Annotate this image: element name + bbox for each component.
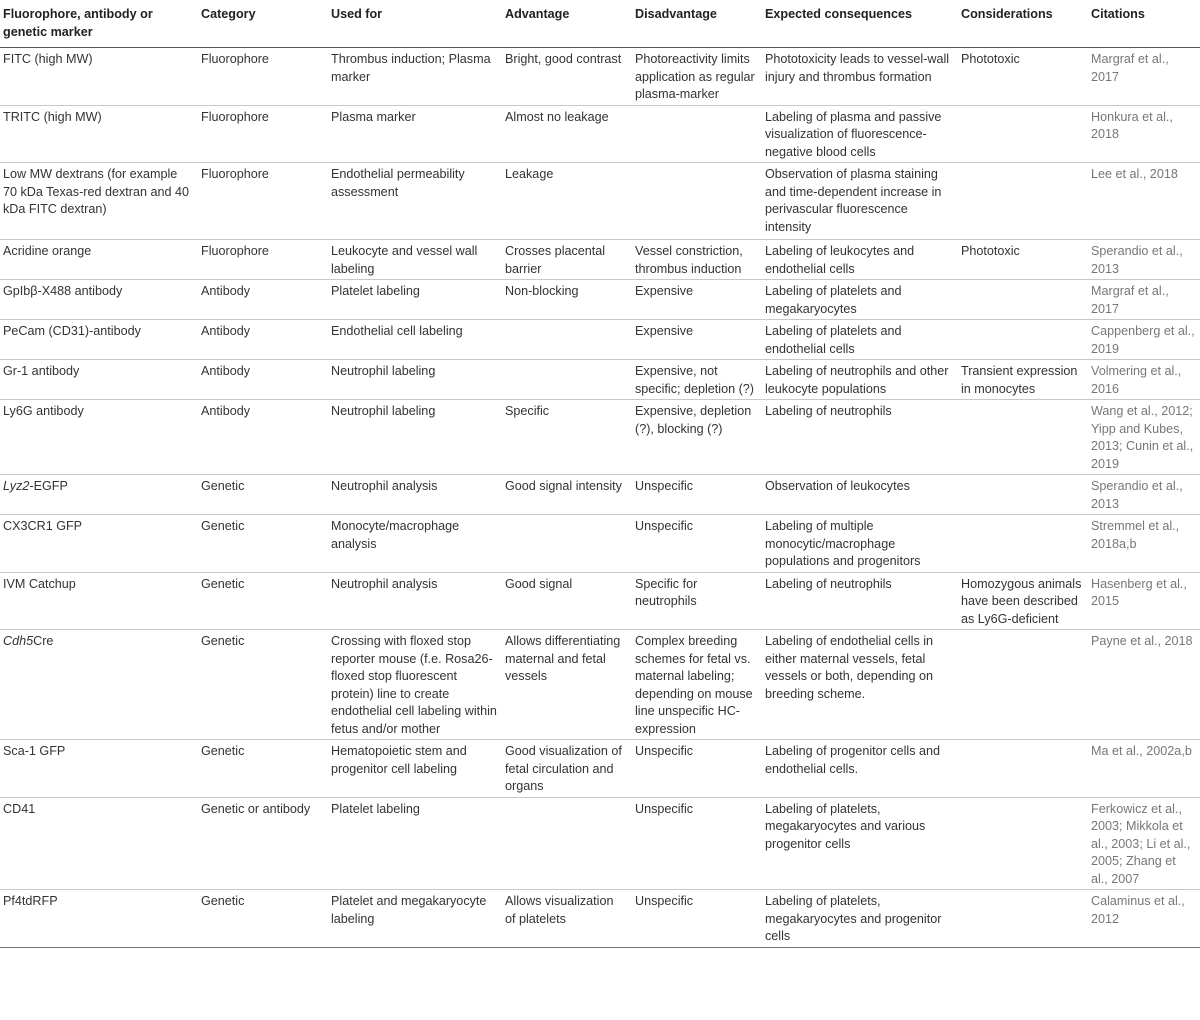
- cell-citations: Wang et al., 2012; Yipp and Kubes, 2013; Cunin et al., 2019: [1091, 404, 1194, 471]
- cell-category: Fluorophore: [201, 244, 269, 258]
- cell-citations: Cappenberg et al., 2019: [1091, 324, 1195, 356]
- cell-citations: Sperandio et al., 2013: [1091, 244, 1183, 276]
- header-consequences: Expected consequences: [765, 7, 912, 21]
- cell-category: Genetic: [201, 634, 245, 648]
- cell-disadvantage: Unspecific: [635, 801, 694, 816]
- table-row: [0, 797, 1200, 890]
- table-row: [0, 630, 1200, 740]
- cell-considerations: [957, 320, 1087, 360]
- cell-marker: [0, 475, 197, 515]
- cell-consequences: Labeling of progenitor cells and endothelial cells.: [765, 744, 941, 776]
- cell-marker: Acridine orange: [3, 244, 92, 258]
- cell-used-for: Monocyte/macrophage analysis: [331, 519, 460, 551]
- cell-considerations: Phototoxic: [961, 52, 1020, 66]
- cell-used-for: Neutrophil labeling: [331, 364, 436, 378]
- cell-used-for: Neutrophil labeling: [331, 404, 436, 418]
- cell-marker: TRITC (high MW): [3, 109, 102, 124]
- cell-marker: Pf4tdRFP: [3, 894, 58, 908]
- cell-disadvantage: Complex breeding schemes for fetal vs. maternal labeling; depending on mouse line unspecific HC-expression: [635, 634, 753, 736]
- cell-advantage: Bright, good contrast: [505, 52, 622, 66]
- cell-marker: Sca-1 GFP: [3, 744, 66, 758]
- cell-citations: Payne et al., 2018: [1091, 634, 1193, 648]
- cell-considerations: [957, 630, 1087, 740]
- cell-category: Fluorophore: [201, 167, 269, 181]
- cell-marker: [0, 630, 197, 740]
- cell-consequences: Phototoxicity leads to vessel-wall injury and thrombus formation: [765, 52, 950, 84]
- cell-consequences: Observation of plasma staining and time-dependent increase in perivascular fluorescence intensity: [765, 167, 942, 234]
- marker-rest: Cre: [33, 634, 54, 648]
- cell-marker: PeCam (CD31)-antibody: [3, 324, 141, 338]
- cell-marker: Low MW dextrans (for example 70 kDa Texas-red dextran and 40 kDa FITC dextran): [3, 167, 189, 216]
- header-marker: Fluorophore, antibody or genetic marker: [3, 7, 153, 39]
- cell-citations: Margraf et al., 2017: [1091, 284, 1169, 316]
- cell-category: Genetic or antibody: [201, 801, 311, 816]
- cell-citations: Volmering et al., 2016: [1091, 364, 1182, 396]
- cell-considerations: [957, 400, 1087, 475]
- cell-advantage: Good signal: [505, 576, 573, 591]
- cell-citations: Honkura et al., 2018: [1091, 109, 1173, 141]
- table-row: [0, 572, 1200, 630]
- cell-used-for: Neutrophil analysis: [331, 479, 438, 493]
- cell-category: Genetic: [201, 479, 245, 493]
- table-header: [0, 0, 1200, 48]
- cell-disadvantage: Unspecific: [635, 744, 694, 758]
- cell-marker: CX3CR1 GFP: [3, 519, 83, 533]
- cell-considerations: [957, 475, 1087, 515]
- cell-consequences: Labeling of endothelial cells in either maternal vessels, fetal vessels or both, depending on breeding scheme.: [765, 634, 934, 701]
- cell-citations: Lee et al., 2018: [1091, 167, 1178, 181]
- cell-disadvantage: Specific for neutrophils: [635, 576, 698, 608]
- table-row: [0, 475, 1200, 515]
- cell-disadvantage: Expensive: [635, 284, 694, 298]
- cell-consequences: Labeling of leukocytes and endothelial cells: [765, 244, 915, 276]
- header-row: [0, 0, 1200, 48]
- table-row: [0, 240, 1200, 280]
- cell-advantage: Good signal intensity: [505, 479, 622, 493]
- table-row: [0, 890, 1200, 948]
- cell-disadvantage: Unspecific: [635, 479, 694, 493]
- table-row: [0, 740, 1200, 798]
- cell-citations: Hasenberg et al., 2015: [1091, 576, 1187, 608]
- table-row: [0, 280, 1200, 320]
- cell-used-for: Hematopoietic stem and progenitor cell labeling: [331, 744, 467, 776]
- cell-disadvantage: Expensive, not specific; depletion (?): [635, 364, 755, 396]
- cell-citations: Calaminus et al., 2012: [1091, 894, 1185, 926]
- cell-used-for: Crossing with floxed stop reporter mouse (f.e. Rosa26-floxed stop fluorescent protein) line to create endothelial cell labeling within fetus and/or mother: [331, 634, 497, 736]
- cell-consequences: Labeling of platelets, megakaryocytes and progenitor cells: [765, 894, 942, 943]
- cell-disadvantage: Unspecific: [635, 894, 694, 908]
- cell-considerations: Homozygous animals have been described as Ly6G-deficient: [961, 576, 1082, 626]
- marker-italic: Cdh5: [3, 634, 34, 648]
- cell-disadvantage: Expensive: [635, 324, 694, 338]
- cell-used-for: Endothelial permeability assessment: [331, 167, 465, 199]
- cell-advantage: Allows differentiating maternal and fetal vessels: [505, 634, 621, 683]
- cell-used-for: Neutrophil analysis: [331, 576, 438, 591]
- cell-disadvantage: [631, 105, 761, 163]
- table-row: [0, 515, 1200, 573]
- cell-category: Antibody: [201, 404, 251, 418]
- cell-citations: Ferkowicz et al., 2003; Mikkola et al., 2003; Li et al., 2005; Zhang et al., 2007: [1091, 801, 1191, 886]
- cell-considerations: [957, 890, 1087, 948]
- cell-marker: Ly6G antibody: [3, 404, 84, 418]
- cell-category: Fluorophore: [201, 52, 269, 66]
- cell-considerations: [957, 515, 1087, 573]
- cell-citations: Ma et al., 2002a,b: [1091, 744, 1192, 758]
- cell-marker: FITC (high MW): [3, 52, 93, 66]
- table-row: [0, 400, 1200, 475]
- cell-considerations: [957, 105, 1087, 163]
- cell-advantage: Non-blocking: [505, 284, 579, 298]
- cell-marker: GpIbβ-X488 antibody: [3, 284, 123, 298]
- table-body: [0, 48, 1200, 948]
- cell-used-for: Platelet and megakaryocyte labeling: [331, 894, 487, 926]
- cell-advantage: Allows visualization of platelets: [505, 894, 614, 926]
- cell-advantage: Crosses placental barrier: [505, 244, 606, 276]
- cell-considerations: Phototoxic: [961, 244, 1020, 258]
- cell-citations: Margraf et al., 2017: [1091, 52, 1169, 84]
- table-row: [0, 320, 1200, 360]
- cell-advantage: [501, 360, 631, 400]
- cell-consequences: Observation of leukocytes: [765, 479, 910, 493]
- cell-category: Genetic: [201, 519, 245, 533]
- cell-used-for: Platelet labeling: [331, 284, 420, 298]
- cell-advantage: Good visualization of fetal circulation and organs: [505, 744, 622, 793]
- cell-consequences: Labeling of plasma and passive visualization of fluorescence-negative blood cells: [765, 109, 942, 159]
- marker-rest: -EGFP: [29, 479, 68, 493]
- cell-category: Genetic: [201, 744, 245, 758]
- cell-marker: IVM Catchup: [3, 576, 76, 591]
- cell-consequences: Labeling of multiple monocytic/macrophage populations and progenitors: [765, 519, 921, 568]
- table-row: [0, 163, 1200, 240]
- cell-considerations: Transient expression in monocytes: [961, 364, 1078, 396]
- marker-italic: Lyz2: [3, 479, 30, 493]
- cell-used-for: Thrombus induction; Plasma marker: [331, 52, 491, 84]
- cell-advantage: [501, 515, 631, 573]
- header-advantage: Advantage: [505, 7, 570, 21]
- header-disadvantage: Disadvantage: [635, 7, 717, 21]
- cell-disadvantage: [631, 163, 761, 240]
- table-row: [0, 48, 1200, 106]
- cell-consequences: Labeling of platelets and megakaryocytes: [765, 284, 902, 316]
- cell-considerations: [957, 797, 1087, 890]
- header-category: Category: [201, 7, 256, 21]
- cell-category: Antibody: [201, 364, 251, 378]
- cell-used-for: Platelet labeling: [331, 801, 420, 816]
- cell-category: Genetic: [201, 894, 245, 908]
- cell-category: Antibody: [201, 324, 251, 338]
- cell-category: Fluorophore: [201, 109, 269, 124]
- cell-considerations: [957, 740, 1087, 798]
- cell-advantage: [501, 797, 631, 890]
- cell-advantage: Almost no leakage: [505, 109, 609, 124]
- header-used-for: Used for: [331, 7, 383, 21]
- cell-advantage: Specific: [505, 404, 550, 418]
- cell-marker: CD41: [3, 801, 36, 816]
- cell-consequences: Labeling of platelets and endothelial cells: [765, 324, 902, 356]
- cell-consequences: Labeling of platelets, megakaryocytes and various progenitor cells: [765, 801, 926, 851]
- cell-category: Antibody: [201, 284, 251, 298]
- cell-category: Genetic: [201, 576, 245, 591]
- header-considerations: Considerations: [961, 7, 1053, 21]
- cell-considerations: [957, 163, 1087, 240]
- cell-marker: Gr-1 antibody: [3, 364, 80, 378]
- cell-citations: Stremmel et al., 2018a,b: [1091, 519, 1180, 551]
- cell-consequences: Labeling of neutrophils: [765, 404, 892, 418]
- cell-disadvantage: Unspecific: [635, 519, 694, 533]
- cell-considerations: [957, 280, 1087, 320]
- cell-disadvantage: Vessel constriction, thrombus induction: [635, 244, 743, 276]
- cell-used-for: Endothelial cell labeling: [331, 324, 463, 338]
- cell-used-for: Plasma marker: [331, 109, 416, 124]
- cell-consequences: Labeling of neutrophils and other leukocyte populations: [765, 364, 949, 396]
- header-citations: Citations: [1091, 7, 1145, 21]
- cell-disadvantage: Expensive, depletion (?), blocking (?): [635, 404, 752, 436]
- cell-used-for: Leukocyte and vessel wall labeling: [331, 244, 478, 276]
- cell-citations: Sperandio et al., 2013: [1091, 479, 1183, 511]
- cell-advantage: Leakage: [505, 167, 554, 181]
- cell-advantage: [501, 320, 631, 360]
- table-row: [0, 360, 1200, 400]
- cell-disadvantage: Photoreactivity limits application as regular plasma-marker: [635, 52, 755, 101]
- cell-consequences: Labeling of neutrophils: [765, 576, 892, 591]
- table-row: [0, 105, 1200, 163]
